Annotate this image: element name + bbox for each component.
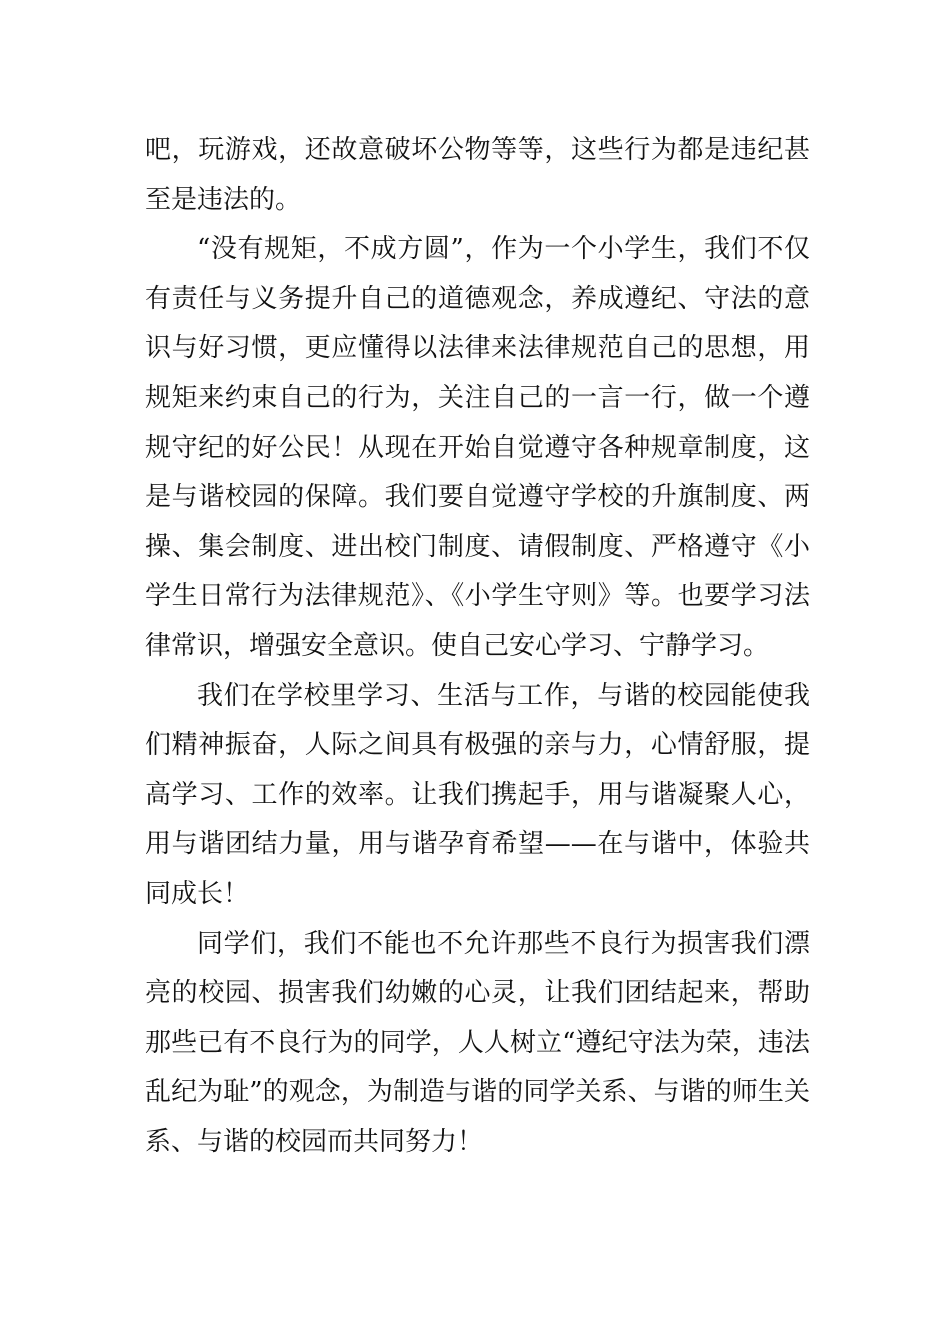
paragraph-2: “没有规矩，不成方圆”，作为一个小学生，我们不仅有责任与义务提升自己的道德观念，养成遵纪、守法的意识与好习惯，更应懂得以法律来法律规范自己的思想，用规矩来约束自己的行为，关注自己的一言一行，做一个遵规守纪的好公民！从现在开始自觉遵守各种规章制度，这是与谐校园的保障。我们要自觉遵守学校的升旗制度、两操、集会制度、进出校门制度、请假制度、严格遵守《小学生日常行为法律规范》、《小学生守则》等。也要学习法律常识，增强安全意识。使自己安心学习、宁静学习。 bbox=[145, 234, 810, 661]
paragraph-3: 我们在学校里学习、生活与工作，与谐的校园能使我们精神振奋，人际之间具有极强的亲与力，心情舒服，提高学习、工作的效率。让我们携起手，用与谐凝聚人心，用与谐团结力量，用与谐孕育希望——在与谐中，体验共同成长！ bbox=[145, 680, 810, 909]
paragraph-4: 同学们，我们不能也不允许那些不良行为损害我们漂亮的校园、损害我们幼嫩的心灵，让我们团结起来，帮助那些已有不良行为的同学，人人树立“遵纪守法为荣，违法乱纪为耻”的观念，为制造与谐的同学关系、与谐的师生关系、与谐的校园而共同努力！ bbox=[145, 928, 810, 1157]
paragraph-1: 吧，玩游戏，还故意破坏公物等等，这些行为都是违纪甚至是违法的。 bbox=[145, 135, 810, 215]
body-text bbox=[145, 126, 810, 1167]
